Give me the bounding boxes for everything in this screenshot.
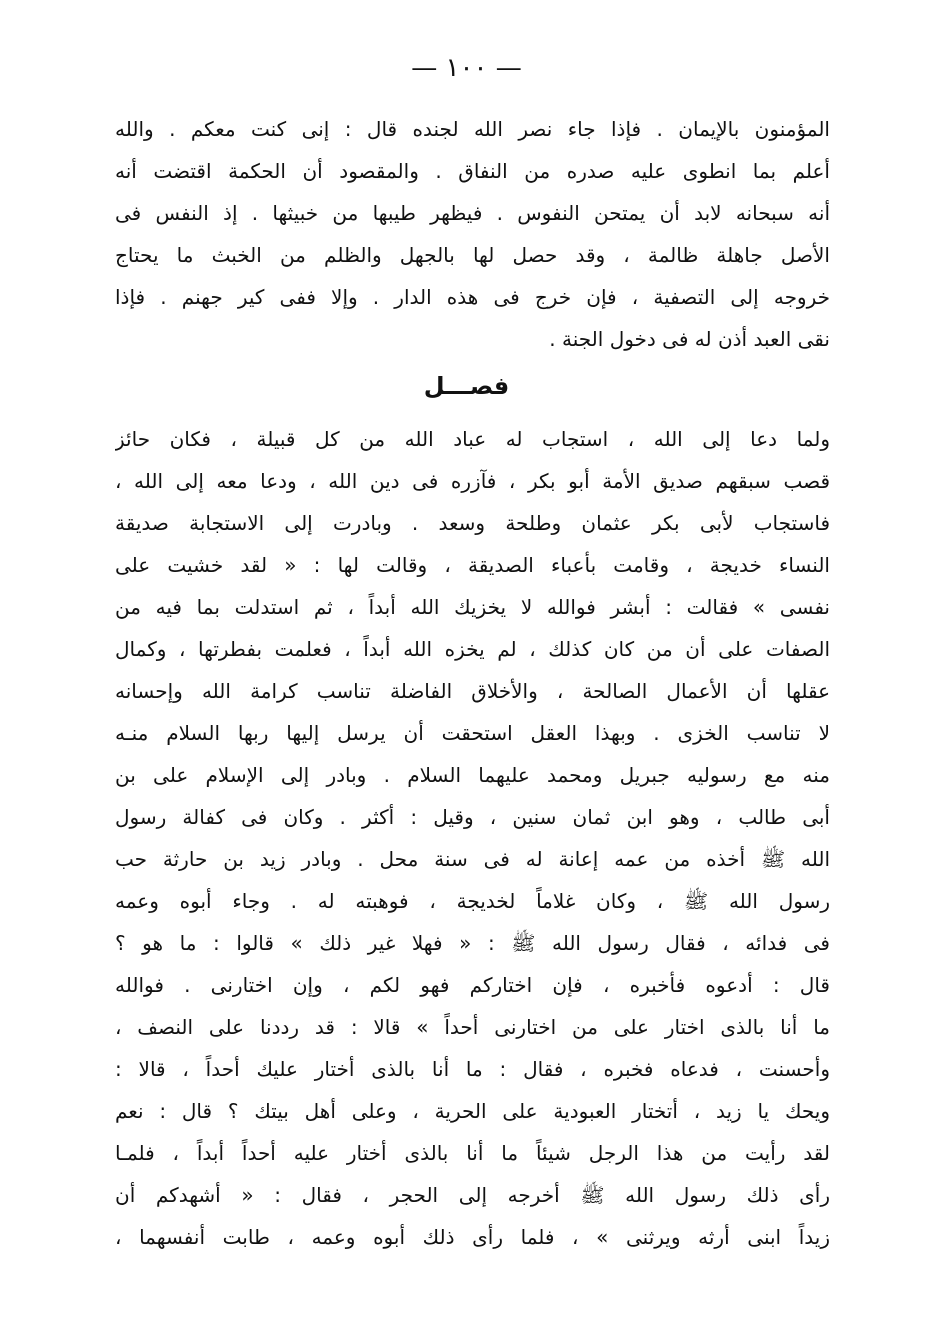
text-line: أعلم بما انطوى عليه صدره من النفاق . والمقصود أن الحكمة اقتضت أنه [115, 159, 830, 183]
text-line: ولما دعا إلى الله ، استجاب له عباد الله من كل قبيلة ، فكان حائز [115, 427, 830, 451]
text-line: لقد رأيت من هذا الرجل شيئاً ما أنا بالذى أختار عليه أحداً أبداً ، فلمـا [115, 1141, 830, 1165]
text-line: الله ﷺ أخذه من عمه إعانة له فى سنة محل . وبادر زيد بن حارثة حب [115, 847, 830, 871]
text-line: الأصل جاهلة ظالمة ، وقد حصل لها بالجهل والظلم من الخبث ما يحتاج [115, 243, 830, 267]
text-line: عقلها أن الأعمال الصالحة ، والأخلاق الفاضلة تناسب كرامة الله وإحسانه [115, 679, 830, 703]
text-line: قصب سبقهم صديق الأمة أبو بكر ، فآزره فى دين الله ، ودعا معه إلى الله ، [115, 469, 830, 493]
text-line: نقى العبد أذن له فى دخول الجنة . [549, 327, 830, 351]
text-line: ما أنا بالذى اختار على من اختارنى أحداً » قالا : قد رددنا على النصف ، [115, 1015, 830, 1039]
text-line: فى فدائه ، فقال رسول الله ﷺ : « فهلا غير ذلك » قالوا : ما هو ؟ [115, 931, 830, 955]
text-line: رسول الله ﷺ ، وكان غلاماً لخديجة ، فوهبته له . وجاء أبوه وعمه [115, 889, 830, 913]
page-number: — ١٠٠ — [411, 53, 522, 83]
text-line: خروجه إلى التصفية ، فإن خرج فى هذه الدار . وإلا ففى كير جهنم . فإذا [115, 285, 830, 309]
text-line: النساء خديجة ، وقامت بأعباء الصديقة ، وقالت لها : « لقد خشيت على [115, 553, 830, 577]
text-line: الصفات على أن من كان كذلك ، لم يخزه الله أبداً ، فعلمت بفطرتها ، وكمال [115, 637, 830, 661]
text-line: قال : أدعوه فأخبره ، فإن اختاركم فهو لكم ، وإن اختارنى . فوالله [115, 973, 830, 997]
text-line: رأى ذلك رسول الله ﷺ أخرجه إلى الحجر ، فقال : « أشهدكم أن [115, 1183, 830, 1207]
text-line: وأحسنت ، فدعاه فخبره ، فقال : ما أنا بالذى أختار عليك أحداً ، قالا : [115, 1057, 830, 1081]
text-line: أنه سبحانه لابد أن يمتحن النفوس . فيظهر طيبها من خبيثها . إذ النفس فى [115, 201, 830, 225]
text-line: زيداً ابنى أرثه ويرثنى » ، فلما رأى ذلك أبوه وعمه ، طابت أنفسهما ، [115, 1225, 830, 1249]
text-line: نفسى » فقالت : أبشر فوالله لا يخزيك الله أبداً ، ثم استدلت بما فيه من [115, 595, 830, 619]
text-line: فاستجاب لأبى بكر عثمان وطلحة وسعد . وبادرت إلى الاستجابة صديقة [115, 511, 830, 535]
text-line: لا تناسب الخزى . وبهذا العقل استحقت أن يرسل إليها ربها السلام منـه [115, 721, 830, 745]
text-line: أبى طالب ، وهو ابن ثمان سنين ، وقيل : أكثر . وكان فى كفالة رسول [115, 805, 830, 829]
paragraph-2 [115, 418, 830, 1258]
text-line: ويحك يا زيد ، أتختار العبودية على الحرية ، وعلى أهل بيتك ؟ قال : نعم [115, 1099, 830, 1123]
paragraph-1 [115, 108, 830, 360]
text-line: المؤمنون بالإيمان . فإذا جاء نصر الله لجنده قال : إنى كنت معكم . والله [115, 117, 830, 141]
section-heading: فصـــل [423, 372, 510, 400]
text-line: منه مع رسوليه جبريل ومحمد عليهما السلام . وبادر إلى الإسلام على بن [115, 763, 830, 787]
